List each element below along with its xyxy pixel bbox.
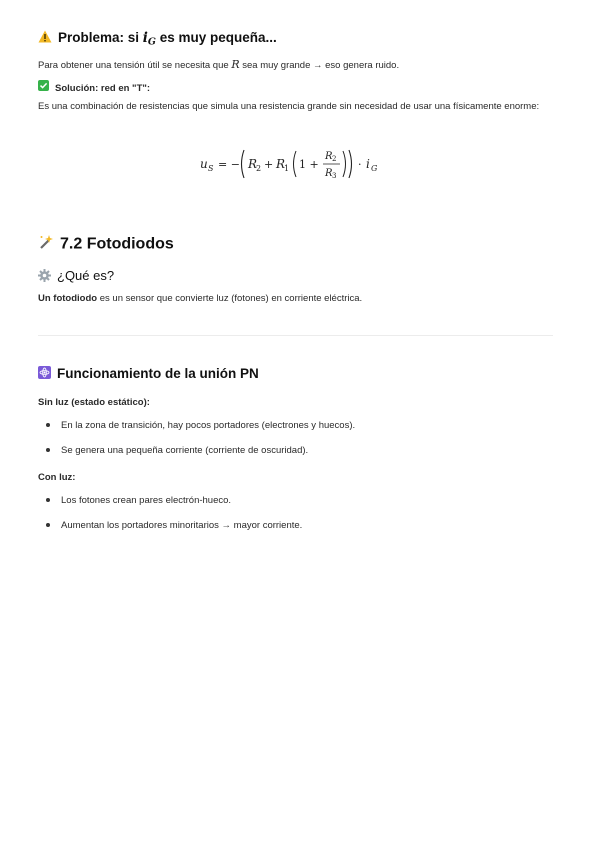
formula-lhs-sub: S [208, 164, 214, 173]
problem-heading [38, 30, 277, 47]
formula-r2: R [248, 157, 258, 171]
pn-heading [38, 366, 259, 382]
what-heading [38, 268, 114, 285]
formula-one: 1 + [299, 158, 319, 171]
formula-den: R [325, 168, 333, 179]
formula-ig-sub: G [371, 164, 378, 173]
problem-title-var: $i_G$ [142, 30, 156, 48]
what-bold: Un fotodiodo [38, 293, 98, 304]
what-title: ¿Qué es? [57, 268, 115, 283]
atom-icon [38, 366, 51, 382]
light-label: Con luz: [38, 472, 76, 483]
formula-dot: · [358, 158, 362, 171]
formula-inner-paren-open [294, 151, 297, 177]
list-item: Los fotones crean pares electrón-hueco. [46, 495, 231, 506]
formula-r2-sub: 2 [256, 164, 262, 173]
check-icon [38, 80, 49, 97]
formula-inner-paren-close [343, 151, 346, 177]
formula [198, 144, 398, 184]
divider [38, 335, 553, 336]
gear-icon [38, 269, 51, 285]
bullet [46, 423, 50, 427]
problem-text: Para obtener una tensión útil se necesita que R sea muy grande → eso genera ruido. [38, 58, 400, 71]
formula-paren-open [242, 150, 245, 178]
formula-den-sub: 3 [332, 172, 337, 180]
formula-num: R [325, 151, 333, 162]
list-item: Aumentan los portadores minoritarios → mayor corriente. [46, 520, 302, 531]
formula-plus: + [264, 158, 274, 171]
bullet [46, 523, 50, 527]
formula-r1: R [276, 157, 286, 171]
formula-paren-close [349, 150, 352, 178]
magic-wand-icon [38, 234, 54, 255]
problem-title-suffix: es muy pequeña... [155, 30, 277, 45]
solution-label: Solución: red en "T": [38, 80, 553, 97]
formula-ig: i [366, 157, 370, 171]
solution-text: Es una combinación de resistencias que simula una resistencia grande sin necesidad de usar una físicamente enorme: [38, 101, 540, 112]
list-item: En la zona de transición, hay pocos portadores (electrones y huecos). [46, 420, 355, 431]
warning-icon [38, 30, 52, 46]
section-heading [38, 234, 174, 255]
formula-num-sub: 2 [332, 155, 337, 163]
formula-eq: = − [218, 158, 240, 171]
section-title: 7.2 Fotodiodos [60, 235, 174, 253]
problem-title-prefix: Problema: si [58, 30, 143, 45]
formula-lhs: u [200, 157, 208, 171]
formula-r1-sub: 1 [284, 164, 290, 173]
problem-text-var: R [231, 58, 240, 71]
no-light-label: Sin luz (estado estático): [38, 397, 150, 408]
pn-title: Funcionamiento de la unión PN [57, 366, 259, 381]
list-item: Se genera una pequeña corriente (corriente de oscuridad). [46, 445, 308, 456]
bullet [46, 448, 50, 452]
bullet [46, 498, 50, 502]
what-text: Un fotodiodo es un sensor que convierte luz (fotones) en corriente eléctrica. [38, 293, 363, 304]
